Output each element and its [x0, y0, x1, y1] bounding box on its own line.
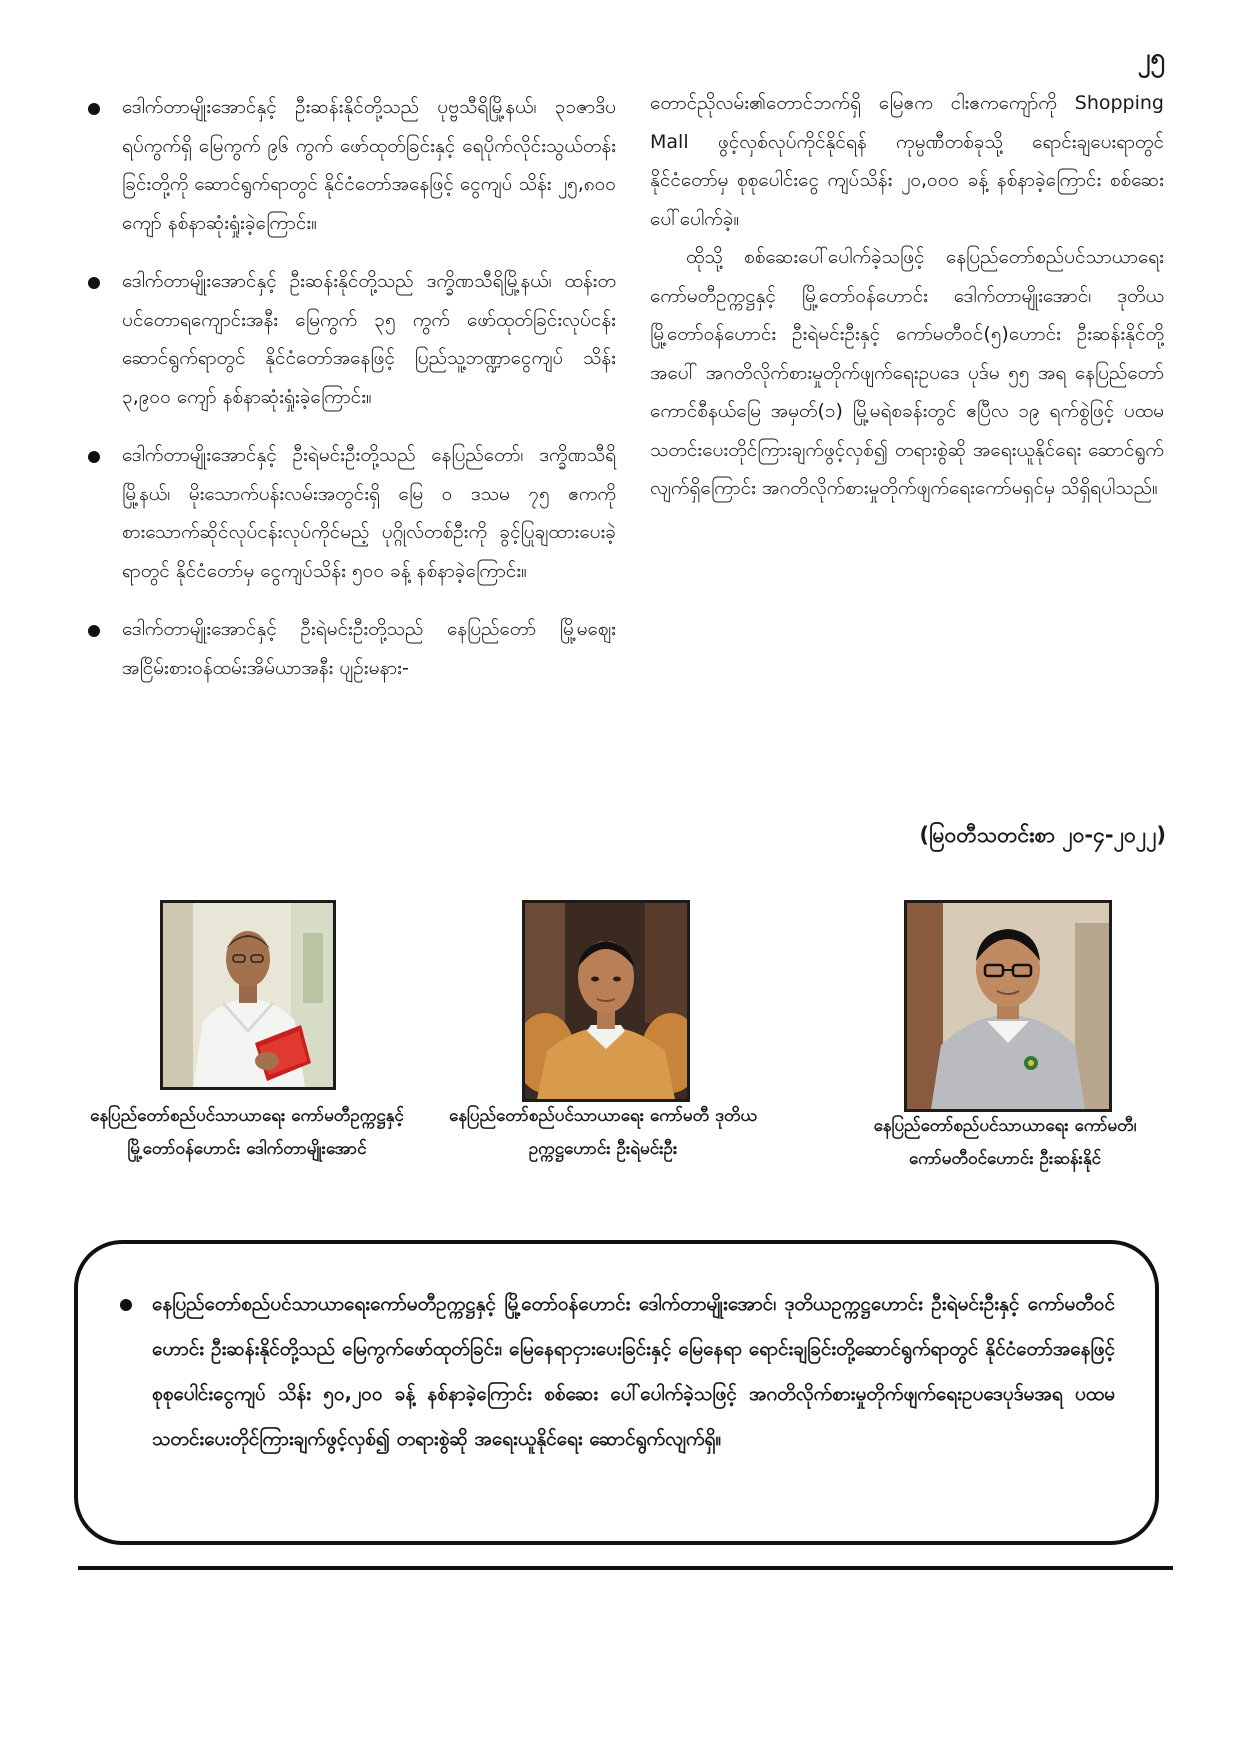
portrait-photo-u-san-naing	[904, 900, 1112, 1112]
summary-text: နေပြည်တော်စည်ပင်သာယာရေးကော်မတီဥက္ကဋ္ဌနှင့် မြို့တော်ဝန်ဟောင်း ဒေါက်တာမျိုးအောင်၊ ဒုတိယဥက္ကဋ္ဌဟောင်း ဦးရဲမင်းဦးနှင့် ကော်မတီဝင်ဟောင်း ဦးဆန်းနိုင်တို့သည် မြေကွက်ဖော်ထုတ်ခြင်း၊ မြေနေရာငှားပေးခြင်းနှင့် မြေနေရာ ရောင်းချခြင်းတို့ဆောင်ရွက်ရာတွင် နိုင်ငံတော်အနေဖြင့် စုစုပေါင်းငွေကျပ် သိန်း ၅၀,၂၀၀ ခန့် နစ်နာခဲ့ကြောင်း စစ်ဆေး ပေါ်ပေါက်ခဲ့သဖြင့် အဂတိလိုက်စားမှုတိုက်ဖျက်ရေးဥပဒေပုဒ်မအရ ပထမသတင်းပေးတိုင်ကြားချက်ဖွင့်လှစ်၍ တရားစွဲဆို အရေးယူနိုင်ရေး ဆောင်ရွက်လျက်ရှိ။	[116, 1282, 1115, 1462]
finding-item: ဒေါက်တာမျိုးအောင်နှင့် ဦးရဲမင်းဦးတို့သည် နေပြည်တော် မြို့မဈေး အငြိမ်းစားဝန်ထမ်းအိမ်ယာအနီး ပျဉ်းမနား-	[88, 610, 616, 687]
finding-item: ဒေါက်တာမျိုးအောင်နှင့် ဦးဆန်းနိုင်တို့သည် ပုဗ္ဗသီရိမြို့နယ်၊ ၃၁ဇာဒိပရပ်ကွက်ရှိ မြေကွက် ၉၆ ကွက် ဖော်ထုတ်ခြင်းနှင့် ရေပိုက်လိုင်းသွယ်တန်းခြင်းတို့ကို ဆောင်ရွက်ရာတွင် နိုင်ငံတော်အနေဖြင့် ငွေကျပ် သိန်း ၂၅,၈၀၀ ကျော် နစ်နာဆုံးရှုံးခဲ့ကြောင်း။	[88, 88, 616, 242]
photo-caption: နေပြည်တော်စည်ပင်သာယာရေး ကော်မတီ ဒုတိယဥက္ကဋ္ဌဟောင်း ဦးရဲမင်းဦး	[448, 1106, 757, 1159]
portrait-photo-dr-myo-aung	[160, 900, 336, 1090]
right-column	[650, 84, 1164, 508]
continuation-paragraph: တောင်ညိုလမ်း၏တောင်ဘက်ရှိ မြေဧက ငါးဧကကျော်ကို Shopping Mall ဖွင့်လှစ်လုပ်ကိုင်နိုင်ရန် ကုမ္ပဏီတစ်ခုသို့ ရောင်းချပေးရာတွင် နိုင်ငံတော်မှ စုစုပေါင်းငွေ ကျပ်သိန်း ၂၀,၀၀၀ ခန့် နစ်နာခဲ့ကြောင်း စစ်ဆေးပေါ်ပေါက်ခဲ့။	[650, 92, 1164, 230]
photo-caption: နေပြည်တော်စည်ပင်သာယာရေး ကော်မတီ၊ ကော်မတီဝင်ဟောင်း ဦးဆန်းနိုင်	[873, 1116, 1137, 1169]
source-citation: (မြဝတီသတင်းစာ ၂၀-၄-၂၀၂၂)	[919, 823, 1166, 847]
finding-item: ဒေါက်တာမျိုးအောင်နှင့် ဦးရဲမင်းဦးတို့သည် နေပြည်တော်၊ ဒက္ခိဏသီရိမြို့နယ်၊ မိုးသောက်ပန်းလမ်းအတွင်းရှိ မြေ ၀ ဒသမ ၇၅ ဧကကို စားသောက်ဆိုင်လုပ်ငန်းလုပ်ကိုင်မည့် ပုဂ္ဂိုလ်တစ်ဦးကို ခွင့်ပြုချထားပေးခဲ့ရာတွင် နိုင်ငံတော်မှ ငွေကျပ်သိန်း ၅၀၀ ခန့် နစ်နာခဲ့ကြောင်း။	[88, 436, 616, 590]
summary-box	[74, 1240, 1159, 1545]
finding-item: ဒေါက်တာမျိုးအောင်နှင့် ဦးဆန်းနိုင်တို့သည် ဒက္ခိဏသီရိမြို့နယ်၊ ထန်းတပင်တောရကျောင်းအနီး မြေကွက် ၃၅ ကွက် ဖော်ထုတ်ခြင်းလုပ်ငန်း ဆောင်ရွက်ရာတွင် နိုင်ငံတော်အနေဖြင့် ပြည်သူ့ဘဏ္ဍာငွေကျပ် သိန်း ၃,၉၀၀ ကျော် နစ်နာဆုံးရှုံးခဲ့ကြောင်း။	[88, 262, 616, 416]
bottom-divider	[78, 1566, 1173, 1570]
photo-caption: နေပြည်တော်စည်ပင်သာယာရေး ကော်မတီဥက္ကဋ္ဌနှင့် မြို့တော်ဝန်ဟောင်း ဒေါက်တာမျိုးအောင်	[90, 1106, 404, 1159]
portrait-photo-u-ye-min-oo	[522, 900, 690, 1102]
page-number: ၂၅	[1137, 43, 1165, 73]
action-paragraph: ထိုသို့ စစ်ဆေးပေါ်ပေါက်ခဲ့သဖြင့် နေပြည်တော်စည်ပင်သာယာရေးကော်မတီဥက္ကဋ္ဌနှင့် မြို့တော်ဝန်ဟောင်း ဒေါက်တာမျိုးအောင်၊ ဒုတိယမြို့တော်ဝန်ဟောင်း ဦးရဲမင်းဦးနှင့် ကော်မတီဝင်(၅)ဟောင်း ဦးဆန်းနိုင်တို့အပေါ် အဂတိလိုက်စားမှုတိုက်ဖျက်ရေးဥပဒေ ပုဒ်မ ၅၅ အရ နေပြည်တော်ကောင်စီနယ်မြေ အမှတ်(၁) မြို့မရဲစခန်းတွင် ဧပြီလ ၁၉ ရက်စွဲဖြင့် ပထမသတင်းပေးတိုင်ကြားချက်ဖွင့်လှစ်၍ တရားစွဲဆို အရေးယူနိုင်ရေး ဆောင်ရွက်လျက်ရှိကြောင်း အဂတိလိုက်စားမှုတိုက်ဖျက်ရေးကော်မရှင်မှ သိရှိရပါသည်။	[650, 246, 1164, 499]
findings-list	[88, 88, 616, 687]
left-column	[88, 88, 616, 707]
